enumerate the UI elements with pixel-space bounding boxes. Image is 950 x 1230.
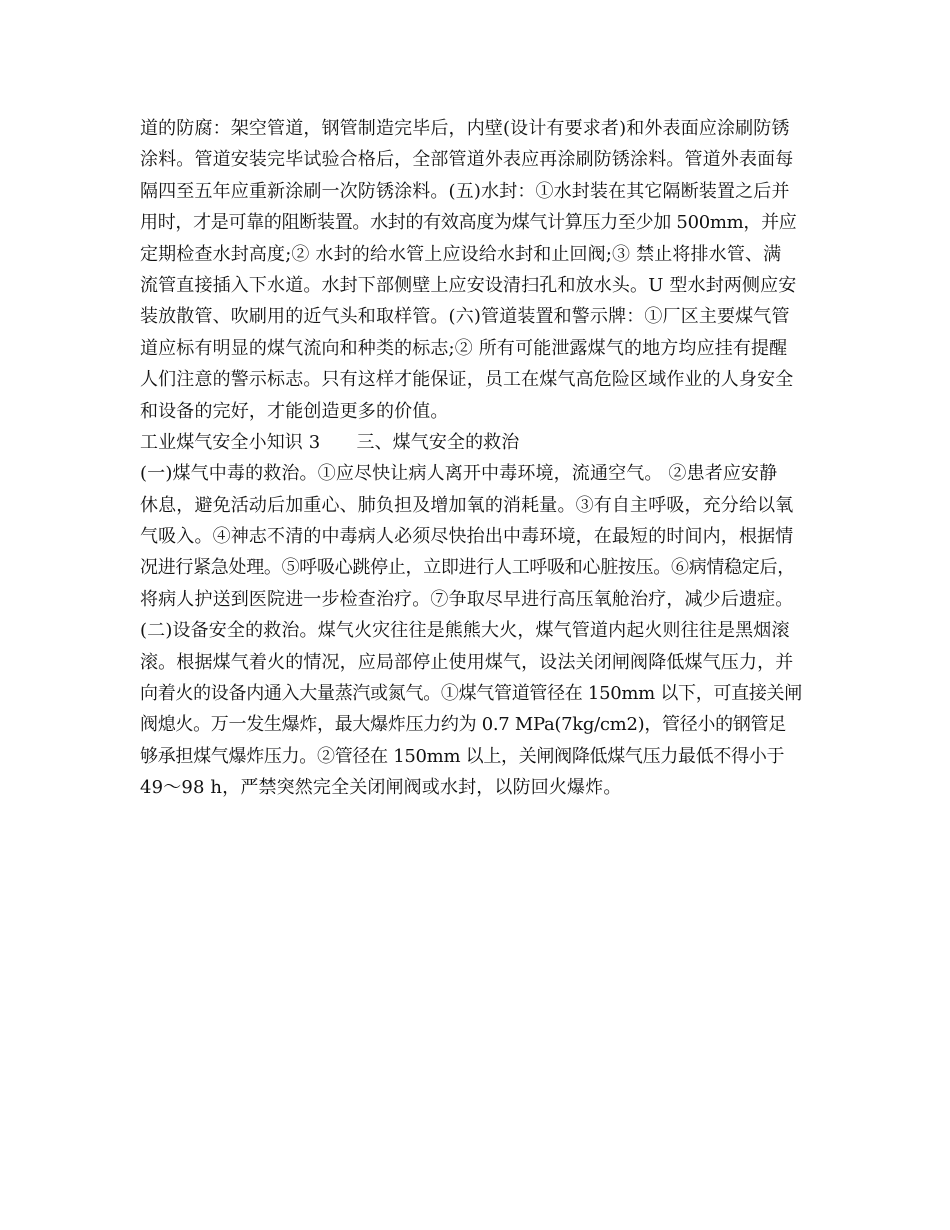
text-line: 装放散管、吹刷用的近气头和取样管。(六)管道装置和警示牌：①厂区主要煤气管 [140, 306, 790, 328]
text-line: 够承担煤气爆炸压力。②管径在 150mm 以上，关闸阀降低煤气压力最低不得小于 [140, 745, 785, 767]
text-line: 49～98 h，严禁突然完全关闭闸阀或水封，以防回火爆炸。 [140, 777, 622, 799]
text-line: 隔四至五年应重新涂刷一次防锈涂料。(五)水封：①水封装在其它隔断装置之后并 [140, 180, 790, 202]
text-line: 涂料。管道安装完毕试验合格后，全部管道外表应再涂刷防锈涂料。管道外表面每 [140, 149, 794, 171]
text-line: 道应标有明显的煤气流向和种类的标志;② 所有可能泄露煤气的地方均应挂有提醒 [140, 337, 788, 359]
text-line: 将病人护送到医院进一步检查治疗。⑦争取尽早进行高压氧舱治疗，减少后遗症。 [140, 588, 794, 610]
text-line: 气吸入。④神志不清的中毒病人必须尽快抬出中毒环境，在最短的时间内，根据情 [140, 526, 794, 548]
text-line: 用时，才是可靠的阻断装置。水封的有效高度为煤气计算压力至少加 500mm，并应 [140, 212, 797, 234]
text-line: 道的防腐：架空管道，钢管制造完毕后，内壁(设计有要求者)和外表面应涂刷防锈 [140, 118, 790, 139]
text-line: 人们注意的警示标志。只有这样才能保证，员工在煤气高危险区域作业的人身安全 [140, 369, 794, 391]
text-line: (二)设备安全的救治。煤气火灾往往是熊熊大火，煤气管道内起火则往往是黑烟滚 [140, 620, 790, 642]
text-line: 流管直接插入下水道。水封下部侧壁上应安设清扫孔和放水头。U 型水封两侧应安 [140, 274, 797, 296]
text-line: 况进行紧急处理。⑤呼吸心跳停止，立即进行人工呼吸和心脏按压。⑥病情稳定后， [140, 557, 795, 579]
section-heading: 工业煤气安全小知识 3 三、煤气安全的救治 [140, 431, 520, 453]
text-line: 休息，避免活动后加重心、肺负担及增加氧的消耗量。③有自主呼吸，充分给以氧 [140, 494, 794, 516]
text-line: 和设备的完好，才能创造更多的价值。 [140, 400, 449, 422]
text-line: (一)煤气中毒的救治。①应尽快让病人离开中毒环境，流通空气。 ②患者应安静 [140, 463, 778, 485]
text-line: 滚。根据煤气着火的情况，应局部停止使用煤气，设法关闭闸阀降低煤气压力，并 [140, 651, 794, 673]
document-body [140, 113, 820, 804]
text-line: 阀熄火。万一发生爆炸，最大爆炸压力约为 0.7 MPa(7kg/cm2)，管径小的钢管足 [140, 714, 786, 736]
text-line: 向着火的设备内通入大量蒸汽或氮气。①煤气管道管径在 150mm 以下，可直接关闸 [140, 683, 802, 705]
text-line: 定期检查水封高度;② 水封的给水管上应设给水封和止回阀;③ 禁止将排水管、满 [140, 243, 782, 265]
